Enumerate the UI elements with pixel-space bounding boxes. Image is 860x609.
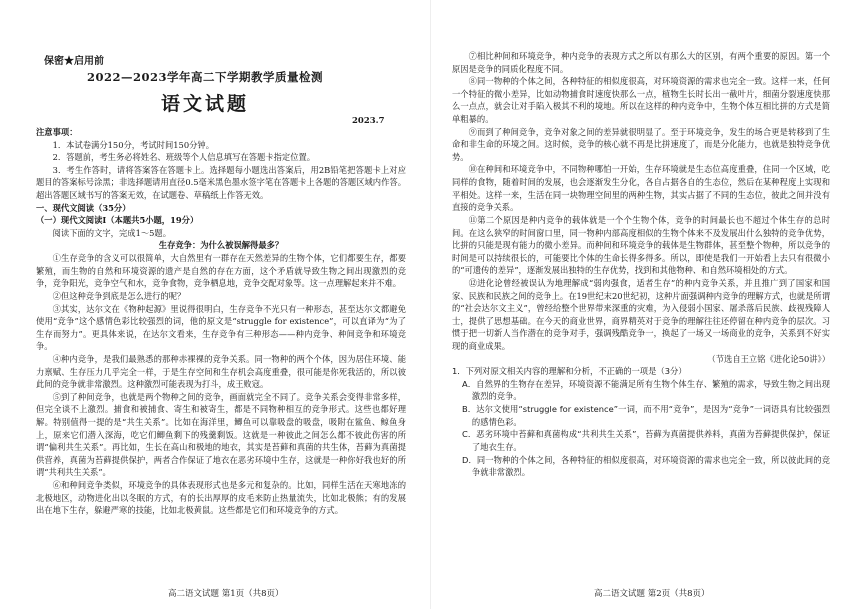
article-paragraph: ⑫进化论曾经被误认为地理解成“弱肉强食，适者生存”的种内竞争关系，并且推广到了国家和国家、民族和民族之间的竞争上。在19世纪末20世纪初，这种片面强调种内竞争的理解方式，也就是所谓的“社会达尔文主义”，曾经给整个世界带来深重的灾难，为入侵弱小国家、屠杀落后民族、歧视残障人士，提供了思想基础。在今天的商业世界，商界精英对于竞争的理解往往还停留在种内竞争的层次。习惯于把一切新人当作潜在的竞争对手，强调残酷竞争一，换起了一场又一场商业的竞争，关系到不好实现的商业成果。 — [452, 277, 830, 352]
secret-label: 保密★启用前 — [44, 56, 104, 67]
article-paragraph: ①生存竞争的含义可以很简单，大自然里有一群存在天然差异的生物个体，它们都要生存，都要繁殖，而生物的自然和环境资源的遗产是自然的存在方面，这个矛盾就导致生物之间出现激烈的竞争，竞争阳光，竞争空气和水，竞争食物，竞争栖息地，竞争交配对象等。这一点理解起来并不难。 — [36, 253, 406, 289]
notes-block — [36, 126, 406, 517]
note-item: 1．本试卷满分150分，考试时间150分钟。 — [52, 139, 214, 150]
article-paragraph: ③其实，达尔文在《物种起源》里说得很明白，生存竞争不光只有一种形态，甚至达尔文都避免使用“竞争”这个感情色彩比较强烈的词，他的原文是“struggle for existence”，可以直译为“为了生存而努力”。更具体来说，在达尔文看来，生存竞争有三种形态——种内竞争、种间竞争和环境竞争。 — [36, 303, 406, 352]
article-paragraph: ④种内竞争，是我们最熟悉的那种赤裸裸的竞争关系。同一物种的两个个体，因为居住环境、能力禀赋、生存压力几乎完全一样，于是生存空间和生存机会高度重叠，很可能是你死我活的，所以彼此间的竞争就非常激烈。这种激烈可能表现为打斗，成王败寇。 — [36, 353, 406, 390]
article-source: （节选自王立铭《进化论50讲》） — [707, 353, 830, 364]
question-stem: 1．下列对原文相关内容的理解和分析，不正确的一项是（3分） — [452, 366, 687, 377]
subject-title: 语文试题 — [160, 93, 249, 115]
option-c: C．恶劣环境中苔藓和真菌构成“共利共生关系”，苔藓为真菌提供养料，真菌为苔藓提供保护，保证了地衣生存。 — [461, 429, 830, 452]
article-paragraph: ⑥和种间竞争类似，环境竞争的具体表现形式也是多元和复杂的。比如，同样生活在天寒地冻的北极地区，动物进化出以冬眠的方式，有的长出厚厚的皮毛来防止热量流失，比如北极熊；有的发展出在地下生存，躲避严寒的技能，比如北极黄鼠。这些都是它们和环境竞争的方式。 — [36, 480, 406, 516]
page-divider — [430, 0, 431, 609]
article-continued — [452, 50, 830, 479]
subsection-heading: （一）现代文阅读Ⅰ（本题共5小题，19分） — [36, 215, 199, 226]
exam-title: 2022—2023学年高二下学期教学质量检测 — [86, 70, 323, 84]
note-item: 2．答题前，考生务必将姓名、班级等个人信息填写在答题卡指定位置。 — [52, 152, 316, 163]
article-paragraph: ⑧同一物种的个体之间，各种特征的相似度很高，对环境资源的需求也完全一致。这样一来，任何一个特征的微小差异，比如动物捕食时速度快那么一点，植物生长时长出一截叶片，细菌分裂速度快那么一点点，就会让对手陷入极其不利的境地。所以在这样的种内竞争中，生物个体互相比拼的方式是简单粗暴的。 — [452, 76, 830, 125]
reading-instruction: 阅读下面的文字，完成1～5题。 — [52, 227, 172, 238]
notes-heading: 注意事项： — [36, 127, 78, 137]
article-paragraph: ⑩在种间和环境竞争中，不同物种哪怕一开始，生存环境就是生态位高度重叠，住同一个区域，吃同样的食物，随着时间的发展，也会逐渐发生分化，各自占据各自的生态位，然后在某种程度上实现和平相处。这样一来，生活在同一块物理空间里的两种生物，其实占据了不同的生态位，彼此之间并没有直接的竞争关系。 — [452, 164, 830, 213]
page-footer: 高二语文试题 第1页（共8页） — [168, 589, 284, 599]
page-footer: 高二语文试题 第2页（共8页） — [594, 589, 710, 599]
article-paragraph: ⑪第二个原因是种内竞争的载体就是一个个生物个体，竞争的时间最长也不超过个体生存的总时间。在这么狭窄的时间窗口里，同一物种内部高度相似的生物个体来不及发展出什么独特的竞争优势，比拼的只能是现有能力的微小差异。而种间和环境竞争的载体是生物群体，甚至整个物种，所以竞争的时间是可以持续很长的，可能要比个体的生命长得多得多。所以，即使是我们一开始看上去只有很微小的“可遗传的差异”，逐渐发展出独特的生存优势，找到和其他物种、和自然环境相处的方式。 — [452, 214, 830, 276]
option-b: B．达尔文使用“struggle for existence”一词，而不用“竞争”，是因为“竞争”一词语具有比较强烈的感情色彩。 — [461, 404, 830, 427]
exam-date: 2023.7 — [352, 116, 385, 126]
option-a: A．自然界的生物存在差异，环境资源不能满足所有生物个体生存、繁殖的需求，导致生物之间出现激烈的竞争。 — [461, 378, 830, 402]
article-paragraph: ⑨而到了种间竞争，竞争对象之间的差异就很明显了。至于环境竞争，发生的场合更是转移到了生命和非生命的环境之间。这时候，竞争的核心就不再是比拼速度了，而是分化能力，也就是独特竞争优势。 — [452, 126, 830, 162]
article-paragraph: ⑦相比种间和环境竞争，种内竞争的表现方式之所以有那么大的区别，有两个重要的原因。第一个原因是竞争的同质化程度不同。 — [452, 51, 830, 74]
article-paragraph: ⑤到了种间竞争，也就是两个物种之间的竞争，画面就完全不同了。竞争关系会变得非常多样，但完全谈不上激烈。捕食和被捕食、寄生和被寄生，都是不同物种相互的竞争形式。这些也都好理解。特别值得一提的是“共生关系”。比如在海洋里，鲫鱼可以靠吸盘的吸盘，吸附在鲨鱼、鲸鱼身上，原来它们潜入深海，吃它们鲫鱼剩下的残羹剩饭。这就是一种彼此之间怎么都不彼此伤害的所谓“偏利共生关系”。再比如，生长在高山和极地的地衣，其实是苔藓和真菌的共生体，苔藓为真菌提供营养，真菌为苔藓提供保护，两者合作保证了地衣在恶劣环境中生存，这就是一种你好我也好的所谓“共利共生关系”。 — [36, 391, 406, 478]
section-heading: 一、现代文阅读（35分） — [36, 202, 131, 213]
article-paragraph: ②但这种竞争到底是怎么进行的呢？ — [52, 290, 186, 301]
option-d: D．同一物种的个体之间，各种特征的相似度很高，对环境资源的需求也完全一致，所以彼此间的竞争就非常激烈。 — [461, 454, 830, 478]
note-item: 3．考生作答时，请将答案答在答题卡上。选择题每小题选出答案后，用2B铅笔把答题卡上对应题目的答案标号涂黑；非选择题请用直径0.5毫米黑色墨水签字笔在答题卡上各题的答题区域内作答。超出答题区域书写的答案无效，在试题卷、草稿纸上作答无效。 — [36, 164, 406, 201]
article-title: 生存竞争：为什么被误解得最多？ — [158, 240, 284, 251]
